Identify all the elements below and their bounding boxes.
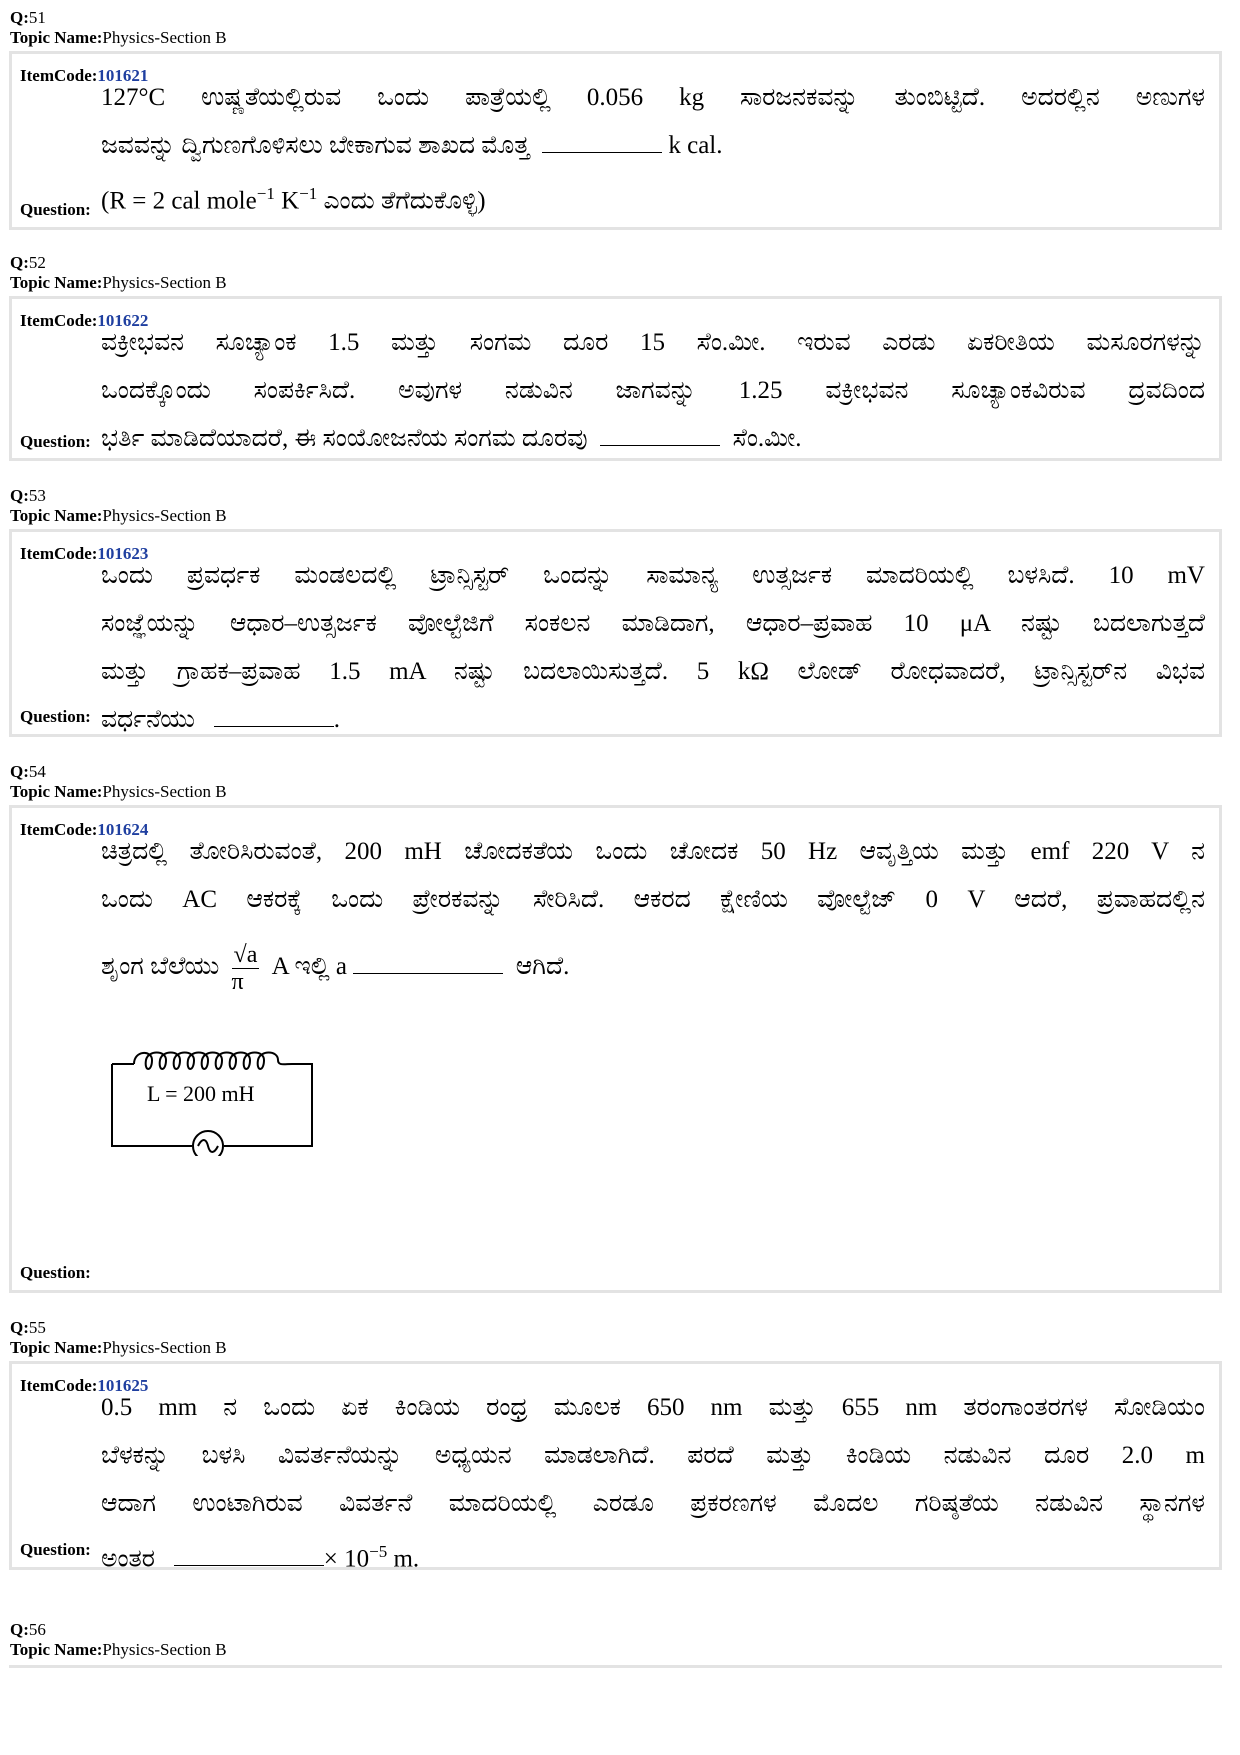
question-header: Q:53 Topic Name:Physics-Section B <box>10 486 227 525</box>
fraction: $\frac{√a}{\pi}$ <box>231 942 258 995</box>
question-header: Q:56 Topic Name:Physics-Section B <box>10 1620 227 1659</box>
item-code: ItemCode:101625 <box>20 1376 149 1395</box>
question-header: Q:54 Topic Name:Physics-Section B <box>10 762 227 801</box>
question-header: Q:52 Topic Name:Physics-Section B <box>10 253 227 292</box>
question-panel <box>9 296 1222 461</box>
question-label: Question: <box>20 707 91 726</box>
question-text: ಚಿತ್ರದಲ್ಲಿ ತೋರಿಸಿರುವಂತೆ, 200 mH ಚೋದಕತೆಯ ಒಂದು ಚೋದಕ 50 Hz ಆವೃತ್ತಿಯ ಮತ್ತು emf 220 V ನ ಒಂದು AC ಆಕರಕ್ಕೆ ಒಂದು ಪ್ರೇರಕವನ್ನು ಸೇರಿಸಿದೆ. ಆಕರದ ಕ್ಷೇಣಿಯ ವೋಲ್ಟೆಜ್ 0 V ಆದರೆ, ಪ್ರವಾಹದಲ್ಲಿನ ಶೃಂಗ ಬೆಲೆಯು $\frac{√a}{\pi}$ A ಇಲ್ಲಿ a ಆಗಿದೆ. <box>101 838 1205 995</box>
question-panel <box>9 529 1222 737</box>
question-text: 127°C ಉಷ್ಣತೆಯಲ್ಲಿರುವ ಒಂದು ಪಾತ್ರೆಯಲ್ಲಿ 0.056 kg ಸಾರಜನಕವನ್ನು ತುಂಬಿಟ್ಟಿದೆ. ಅದರಲ್ಲಿನ ಅಣುಗಳ ಜವವನ್ನು ದ್ವಿಗುಣಗೊಳಿಸಲು ಬೇಕಾಗುವ ಶಾಖದ ಮೊತ್ತ k cal. (R = 2 cal mole$^{-1}$ $K^{-1}$ ಎಂದು ತೆಗೆದುಕೊಳ್ಳಿ) <box>101 84 1205 215</box>
item-code: ItemCode:101621 <box>20 66 149 85</box>
question-panel <box>9 51 1222 230</box>
item-code: ItemCode:101623 <box>20 544 149 563</box>
question-label: Question: <box>20 200 91 219</box>
question-panel <box>9 805 1222 1293</box>
item-code: ItemCode:101622 <box>20 311 149 330</box>
inductor-circuit-diagram <box>102 1046 322 1156</box>
question-text: ಒಂದು ಪ್ರವರ್ಧಕ ಮಂಡಲದಲ್ಲಿ ಟ್ರಾನ್ಸಿಸ್ಟರ್ ಒಂದನ್ನು ಸಾಮಾನ್ಯ ಉತ್ಸರ್ಜಕ ಮಾದರಿಯಲ್ಲಿ ಬಳಸಿದೆ. 10 mV ಸಂಜ್ಞೆಯನ್ನು ಆಧಾರ–ಉತ್ಸರ್ಜಕ ವೋಲ್ಟೆಜಿಗೆ ಸಂಕಲನ ಮಾಡಿದಾಗ, ಆಧಾರ–ಪ್ರವಾಹ 10 μA ನಷ್ಟು ಬದಲಾಗುತ್ತದೆ ಮತ್ತು ಗ್ರಾಹಕ–ಪ್ರವಾಹ 1.5 mA ನಷ್ಟು ಬದಲಾಯಿಸುತ್ತದೆ. 5 kΩ ಲೋಡ್ ರೋಧವಾದರೆ, ಟ್ರಾನ್ಸಿಸ್ಟರ್‌ನ ವಿಭವ ವರ್ಧನೆಯು . <box>101 562 1205 733</box>
question-header: Q:51 Topic Name:Physics-Section B <box>10 8 227 47</box>
question-label: Question: <box>20 1263 91 1282</box>
question-label: Question: <box>20 432 91 451</box>
inductor-label: L = 200 mH <box>147 1081 255 1106</box>
question-header: Q:55 Topic Name:Physics-Section B <box>10 1318 227 1357</box>
item-code: ItemCode:101624 <box>20 820 149 839</box>
panel-edge <box>9 1665 1222 1668</box>
question-text: ವಕ್ರೀಭವನ ಸೂಚ್ಯಾಂಕ 1.5 ಮತ್ತು ಸಂಗಮ ದೂರ 15 ಸೆಂ.ಮೀ. ಇರುವ ಎರಡು ಏಕರೀತಿಯ ಮಸೂರಗಳನ್ನು ಒಂದಕ್ಕೊಂದು ಸಂಪರ್ಕಿಸಿದೆ. ಅವುಗಳ ನಡುವಿನ ಜಾಗವನ್ನು 1.25 ವಕ್ರೀಭವನ ಸೂಚ್ಯಾಂಕವಿರುವ ದ್ರವದಿಂದ ಭರ್ತಿ ಮಾಡಿದೆಯಾದರೆ, ಈ ಸಂಯೋಜನೆಯ ಸಂಗಮ ದೂರವು ಸೆಂ.ಮೀ. <box>101 329 1205 452</box>
question-label: Question: <box>20 1540 91 1559</box>
question-panel <box>9 1361 1222 1573</box>
question-text: 0.5 mm ನ ಒಂದು ಏಕ ಕಿಂಡಿಯ ರಂಧ್ರ ಮೂಲಕ 650 nm ಮತ್ತು 655 nm ತರಂಗಾಂತರಗಳ ಸೋಡಿಯಂ ಬೆಳಕನ್ನು ಬಳಸಿ ವಿವರ್ತನೆಯನ್ನು ಅಧ್ಯಯನ ಮಾಡಲಾಗಿದೆ. ಪರದೆ ಮತ್ತು ಕಿಂಡಿಯ ನಡುವಿನ ದೂರ 2.0 m ಆದಾಗ ಉಂಟಾಗಿರುವ ವಿವರ್ತನೆ ಮಾದರಿಯಲ್ಲಿ ಎರಡೂ ಪ್ರಕರಣಗಳ ಮೊದಲ ಗರಿಷ್ಠತೆಯ ನಡುವಿನ ಸ್ಥಾನಗಳ ಅಂತರ × $10^{-5}$ m. <box>101 1394 1205 1573</box>
